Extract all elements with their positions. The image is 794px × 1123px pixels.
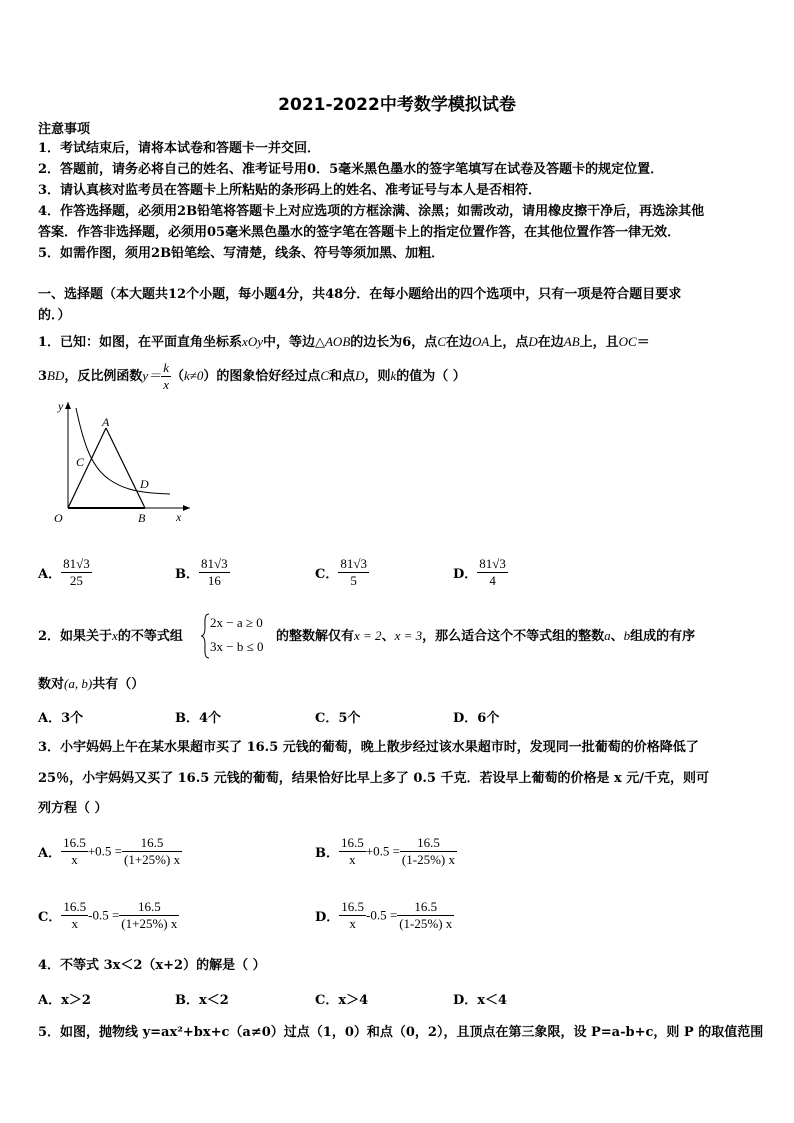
- y-axis-arrow: [65, 402, 71, 409]
- q1-option-c[interactable]: C． $\frac{81√3}{5}$: [315, 556, 367, 588]
- notice-item: 答案．作答非选择题，必须用05毫米黑色墨水的签字笔在答题卡上的指定位置作答，在其他位置作答一律无效．: [38, 225, 681, 240]
- q3-line1: 3．小宇妈妈上午在某水果超市买了 16.5 元钱的葡萄，晚上散步经过该水果超市时，发现同一批葡萄的价格降低了: [38, 740, 699, 755]
- q2-option-c[interactable]: C．5个: [315, 711, 361, 726]
- x-axis-arrow: [183, 505, 190, 511]
- notice-item: 2．答题前，请务必将自己的姓名、准考证号用0．5毫米黑色墨水的签字笔填写在试卷及答题卡的规定位置．: [38, 162, 664, 177]
- q5-line1: 5．如图，抛物线 y=ax²+bx+c（a≠0）过点（1，0）和点（0，2），且顶点在第三象限，设 P=a-b+c，则 P 的取值范围: [38, 1025, 764, 1040]
- q1-line1: 1．已知：如图，在平面直角坐标系xOy中，等边△AOB的边长为6，点C在边OA上，点D在边AB上，且OC＝: [38, 334, 650, 350]
- q2-option-a[interactable]: A．3个: [38, 711, 84, 726]
- origin-label: O: [54, 511, 63, 525]
- page-title: 2021-2022中考数学模拟试卷: [278, 95, 516, 115]
- q3-line3: 列方程（ ）: [38, 801, 108, 816]
- q3-line2: 25％，小宇妈妈又买了 16.5 元钱的葡萄，结果恰好比早上多了 0.5 千克．若设早上葡萄的价格是 x 元/千克，则可: [38, 771, 710, 786]
- notice-item: 4．作答选择题，必须用2B铅笔将答题卡上对应选项的方框涂满、涂黑；如需改动，请用橡皮擦干净后，再选涂其他: [38, 204, 705, 219]
- q4-option-c[interactable]: C．x＞4: [315, 993, 369, 1008]
- q1-option-d[interactable]: D． $\frac{81√3}{4}$: [453, 556, 506, 588]
- q4-option-b[interactable]: B．x＜2: [175, 993, 229, 1008]
- inequality-2: 3x − b ≤ 0: [210, 639, 264, 654]
- q2-option-d[interactable]: D．6个: [453, 711, 500, 726]
- q2-line1-right: 的整数解仅有x = 2、x = 3，那么适合这个不等式组的整数a、b组成的有序: [276, 628, 696, 644]
- section-heading-cont: 的．）: [38, 308, 71, 323]
- q3-option-b[interactable]: B． $\frac{16.5}{x}$ +0.5 = $\frac{16.5}{(1-25\%) x}$: [315, 835, 455, 867]
- x-label: x: [176, 510, 182, 524]
- q1-option-b[interactable]: B． $\frac{81√3}{16}$: [175, 556, 228, 588]
- q1-figure: [40, 396, 200, 526]
- q4-line1: 4．不等式 3x＜2（x+2）的解是（ ）: [38, 958, 266, 973]
- side-oa: [68, 428, 106, 508]
- q4-option-a[interactable]: A．x＞2: [38, 993, 91, 1008]
- notice-heading: 注意事项: [38, 122, 91, 137]
- point-d-label: D: [140, 477, 149, 491]
- side-ab: [106, 428, 145, 508]
- q3-option-a[interactable]: A． $\frac{16.5}{x}$ +0.5 = $\frac{16.5}{(1+25\%) x}$: [38, 835, 181, 867]
- point-c-label: C: [76, 455, 85, 469]
- q3-option-c[interactable]: C． $\frac{16.5}{x}$ -0.5 = $\frac{16.5}{(1+25\%) x}$: [38, 899, 178, 931]
- y-label: y: [58, 399, 64, 413]
- q4-option-d[interactable]: D．x＜4: [453, 993, 508, 1008]
- q1-option-a[interactable]: A． $\frac{81√3}{25}$: [38, 556, 90, 588]
- q2-line2: 数对(a, b)共有（）: [38, 676, 145, 692]
- section-heading: 一、选择题（本大题共12个小题，每小题4分，共48分．在每小题给出的四个选项中，只有一项是符合题目要求: [38, 287, 682, 302]
- notice-item: 1．考试结束后，请将本试卷和答题卡一并交回．: [38, 141, 321, 156]
- point-a-label: A: [102, 415, 110, 429]
- notice-item: 3．请认真核对监考员在答题卡上所粘贴的条形码上的姓名、准考证号与本人是否相符．: [38, 183, 542, 198]
- q3-option-d[interactable]: D． $\frac{16.5}{x}$ -0.5 = $\frac{16.5}{(1-25\%) x}$: [315, 899, 453, 931]
- q2-line1-left: 2．如果关于x的不等式组: [38, 628, 183, 644]
- point-b-label: B: [138, 511, 146, 525]
- system-brace: [200, 613, 210, 659]
- k-over-x-fraction: $\frac{k}{x}$: [163, 360, 169, 392]
- notice-item: 5．如需作图，须用2B铅笔绘、写清楚，线条、符号等须加黑、加粗．: [38, 246, 445, 261]
- q1-line2: 3BD，反比例函数y＝ $\frac{k}{x}$ （k≠0）的图象恰好经过点C和点D，则k的值为（ ）: [38, 360, 466, 392]
- hyperbola-curve: [76, 408, 170, 494]
- q2-option-b[interactable]: B．4个: [175, 711, 222, 726]
- inequality-1: 2x − a ≥ 0: [210, 615, 263, 630]
